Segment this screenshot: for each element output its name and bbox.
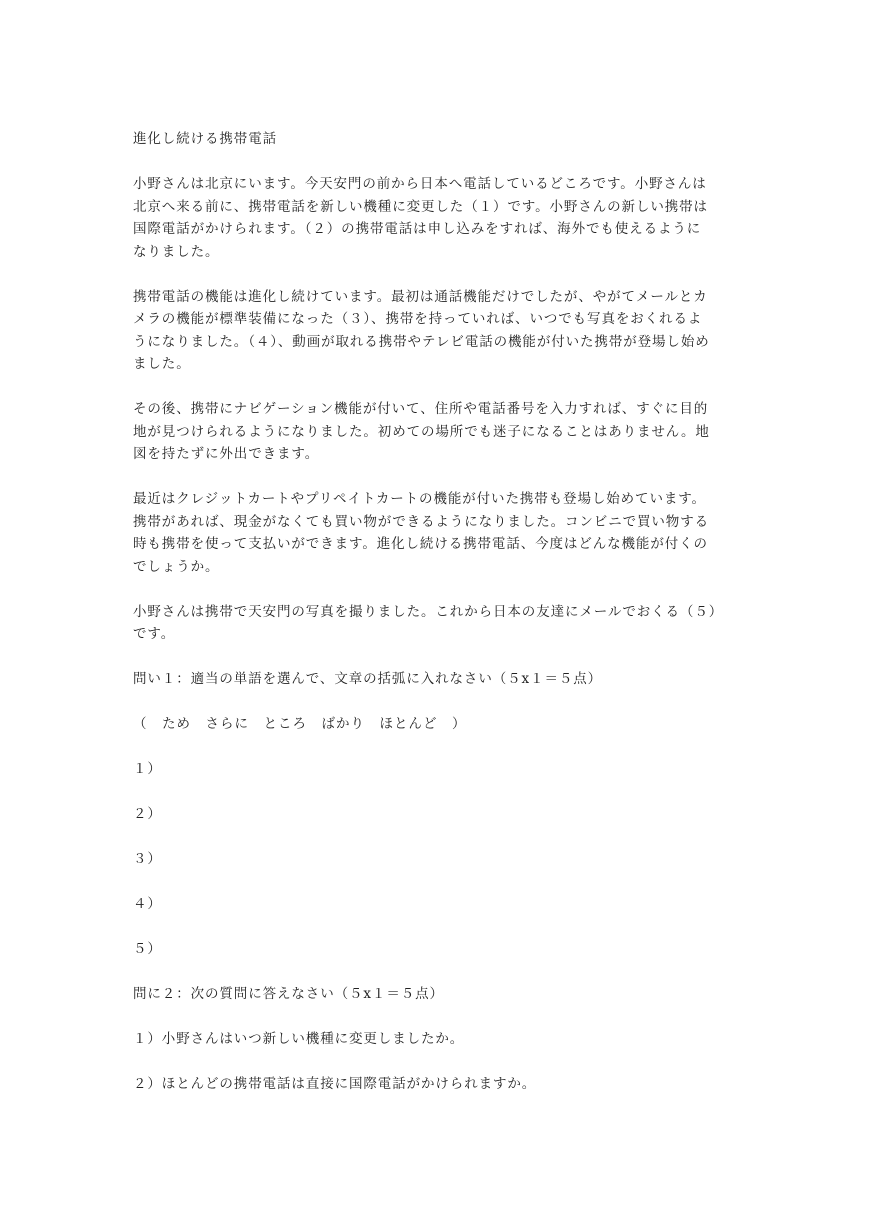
question-2-prompt: 問に２：次の質問に答えなさい（５x１＝５点） — [133, 986, 444, 1002]
paragraph-line: 小野さんは携帯で天安門の写真を撮りました。これから日本の友達にメールでおくる（５） — [133, 603, 724, 620]
paragraph-line: 国際電話がかけられます。（２）の携帯電話は申し込みをすれば、海外でも使えるように — [133, 221, 702, 237]
paragraph-line: 小野さんは北京にいます。今天安門の前から日本へ電話しているどころです。小野さんは — [133, 176, 707, 192]
paragraph-line: 北京へ来る前に、携帯電話を新しい機種に変更した（１）です。小野さんの新しい携帯は — [133, 198, 708, 215]
answer-slot-3: ３） — [133, 851, 162, 867]
document-page — [133, 128, 739, 1118]
paragraph-5 — [133, 601, 739, 646]
paragraph-line: です。 — [133, 626, 176, 642]
paragraph-1 — [133, 173, 739, 263]
word-choices: （ ため さらに ところ ばかり ほとんど ） — [133, 716, 467, 732]
paragraph-line: 地が見つけられるようになりました。初めての場所でも迷子になることはありません。地 — [133, 423, 710, 440]
answer-slot-4: ４） — [133, 896, 162, 912]
paragraph-line: ました。 — [133, 356, 191, 372]
question-2-item-1: １）小野さんはいつ新しい機種に変更しましたか。 — [133, 1031, 465, 1047]
question-2-item-2: ２）ほとんどの携帯電話は直接に国際電話がかけられますか。 — [133, 1076, 537, 1092]
paragraph-line: その後、携帯にナビゲーション機能が付いて、住所や電話番号を入力すれば、すぐに目的 — [133, 401, 709, 417]
paragraph-2 — [133, 286, 739, 376]
paragraph-line: 携帯があれば、現金がなくても買い物ができるようになりました。コンビニで買い物する — [133, 513, 709, 530]
question-1-section — [133, 668, 739, 961]
paragraph-line: 図を持たずに外出できます。 — [133, 446, 320, 462]
paragraph-line: なりました。 — [133, 243, 220, 260]
question-1-prompt: 問い１：適当の単語を選んで、文章の括弧に入れなさい（５x１＝５点） — [133, 671, 603, 687]
question-2-section — [133, 983, 739, 1096]
answer-slot-5: ５） — [133, 941, 162, 957]
document-title: 進化し続ける携帯電話 — [133, 131, 277, 147]
answer-slot-2: ２） — [133, 806, 162, 822]
answer-slot-1: １） — [133, 761, 162, 777]
paragraph-line: メラの機能が標準装備になった（３）、携帯を持っていれば、いつでも写真をおくれるよ — [133, 311, 703, 327]
paragraph-line: 時も携帯を使って支払いができます。進化し続ける携帯電話、今度はどんな機能が付くの — [133, 536, 708, 552]
paragraph-3 — [133, 398, 739, 466]
paragraph-line: 携帯電話の機能は進化し続けています。最初は通話機能だけでしたが、やがてメールとカ — [133, 288, 708, 305]
paragraph-line: うになりました。（４）、動画が取れる携帯やテレビ電話の機能が付いた携帯が登場し始め — [133, 333, 710, 350]
paragraph-line: 最近はクレジットカートやプリペイトカートの機能が付いた携帯も登場し始めています。 — [133, 491, 706, 507]
paragraph-line: でしょうか。 — [133, 558, 220, 575]
paragraph-4 — [133, 488, 739, 578]
